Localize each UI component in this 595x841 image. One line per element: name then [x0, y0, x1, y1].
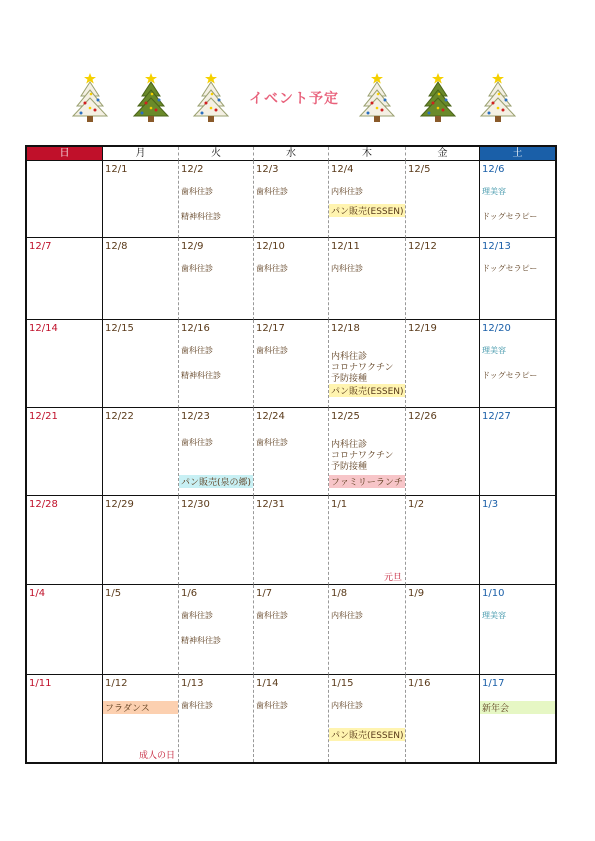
day-cell[interactable] — [179, 496, 254, 585]
event-label: 理美容 — [482, 187, 506, 196]
day-cell[interactable] — [254, 675, 329, 762]
day-cell[interactable] — [480, 320, 555, 408]
event-label: 内科往診 — [331, 440, 368, 450]
christmas-tree-icon — [191, 70, 231, 124]
weekday-header: 金 — [406, 147, 480, 161]
day-cell[interactable] — [406, 408, 480, 496]
event-label: ドッグセラピー — [482, 371, 538, 380]
day-number: 1/3 — [482, 499, 499, 510]
day-cell[interactable] — [27, 496, 103, 585]
event-label: パン販売(ESSEN) — [329, 204, 405, 217]
christmas-tree-icon — [70, 70, 110, 124]
event-label: パン販売(ESSEN) — [329, 384, 405, 397]
event-label: 歯科往診 — [256, 346, 288, 355]
day-number: 12/14 — [29, 323, 58, 334]
day-cell[interactable] — [254, 238, 329, 320]
day-number: 12/18 — [331, 323, 360, 334]
event-label: ドッグセラピー — [482, 212, 538, 221]
christmas-tree-icon — [418, 70, 458, 124]
day-cell[interactable] — [103, 161, 179, 238]
day-cell[interactable] — [329, 320, 406, 408]
day-number: 12/19 — [408, 323, 437, 334]
day-number: 1/1 — [331, 499, 348, 510]
event-label: 精神科往診 — [181, 371, 221, 380]
event-label: 予防接種 — [331, 374, 368, 384]
day-cell[interactable] — [254, 585, 329, 675]
day-number: 1/16 — [408, 678, 431, 689]
event-label: 歯科往診 — [181, 611, 213, 620]
day-number: 12/13 — [482, 241, 511, 252]
event-label: 歯科往診 — [181, 187, 213, 196]
day-cell[interactable] — [27, 320, 103, 408]
day-number: 1/7 — [256, 588, 273, 599]
day-number: 1/8 — [331, 588, 348, 599]
christmas-tree-icon — [478, 70, 518, 124]
day-cell[interactable] — [254, 496, 329, 585]
event-label: 内科往診 — [331, 352, 368, 362]
day-number: 1/2 — [408, 499, 425, 510]
event-label: 歯科往診 — [181, 346, 213, 355]
event-label: 歯科往診 — [256, 264, 288, 273]
weekday-header: 火 — [179, 147, 254, 161]
event-label: 歯科往診 — [181, 701, 213, 710]
day-number: 1/11 — [29, 678, 52, 689]
day-number: 12/26 — [408, 411, 437, 422]
day-cell[interactable] — [406, 161, 480, 238]
weekday-header: 水 — [254, 147, 329, 161]
day-number: 12/25 — [331, 411, 360, 422]
day-cell[interactable] — [179, 408, 254, 496]
day-number: 1/9 — [408, 588, 425, 599]
day-number: 12/31 — [256, 499, 285, 510]
event-label: ファミリーランチ — [329, 475, 405, 488]
day-cell[interactable] — [329, 238, 406, 320]
event-label: 内科往診 — [331, 264, 363, 273]
event-label: フラダンス — [103, 701, 178, 714]
event-label: 予防接種 — [331, 462, 368, 472]
event-label: 歯科往診 — [256, 611, 288, 620]
day-cell[interactable] — [480, 675, 555, 762]
day-cell[interactable] — [27, 585, 103, 675]
day-cell[interactable] — [179, 320, 254, 408]
day-cell[interactable] — [406, 238, 480, 320]
event-label: 歯科往診 — [256, 438, 288, 447]
day-number: 1/12 — [105, 678, 128, 689]
day-number: 12/4 — [331, 164, 354, 175]
event-label: パン販売(ESSEN) — [329, 728, 405, 741]
event-label: 内科往診 — [331, 701, 363, 710]
day-cell[interactable] — [103, 408, 179, 496]
calendar-header — [0, 66, 595, 124]
day-number: 1/14 — [256, 678, 279, 689]
event-label: パン販売(泉の郷) — [179, 475, 253, 488]
day-cell[interactable] — [254, 408, 329, 496]
christmas-tree-icon — [357, 70, 397, 124]
day-number: 12/15 — [105, 323, 134, 334]
day-number: 12/3 — [256, 164, 279, 175]
weekday-header: 土 — [480, 147, 555, 161]
day-number: 12/27 — [482, 411, 511, 422]
day-number: 1/6 — [181, 588, 198, 599]
day-number: 12/11 — [331, 241, 360, 252]
calendar-grid — [25, 145, 557, 764]
day-number: 12/30 — [181, 499, 210, 510]
day-cell[interactable] — [329, 675, 406, 762]
day-cell[interactable] — [480, 408, 555, 496]
day-cell[interactable] — [27, 675, 103, 762]
day-cell[interactable] — [406, 675, 480, 762]
christmas-tree-icon — [131, 70, 171, 124]
day-number: 12/10 — [256, 241, 285, 252]
day-cell[interactable] — [179, 161, 254, 238]
event-label: コロナワクチン — [331, 363, 394, 373]
day-number: 1/5 — [105, 588, 122, 599]
holiday-label: 成人の日 — [138, 751, 175, 761]
day-cell[interactable] — [27, 161, 103, 238]
page-title: イベント予定 — [249, 91, 339, 107]
day-number: 12/12 — [408, 241, 437, 252]
day-cell[interactable] — [406, 320, 480, 408]
event-label: 精神科往診 — [181, 212, 221, 221]
day-cell[interactable] — [329, 161, 406, 238]
weekday-header: 月 — [103, 147, 179, 161]
day-cell[interactable] — [480, 161, 555, 238]
day-cell[interactable] — [179, 675, 254, 762]
weekday-header: 木 — [329, 147, 406, 161]
day-cell[interactable] — [103, 675, 179, 762]
day-number: 1/15 — [331, 678, 354, 689]
day-cell[interactable] — [406, 585, 480, 675]
day-cell[interactable] — [406, 496, 480, 585]
day-cell[interactable] — [103, 585, 179, 675]
day-cell[interactable] — [103, 496, 179, 585]
day-number: 12/2 — [181, 164, 204, 175]
day-number: 12/6 — [482, 164, 505, 175]
day-number: 12/7 — [29, 241, 52, 252]
day-cell[interactable] — [480, 238, 555, 320]
event-label: 内科往診 — [331, 611, 363, 620]
event-label: 歯科往診 — [256, 701, 288, 710]
day-number: 12/1 — [105, 164, 128, 175]
event-label: 理美容 — [482, 611, 506, 620]
day-cell[interactable] — [329, 585, 406, 675]
holiday-label: 元旦 — [383, 573, 402, 583]
day-number: 12/20 — [482, 323, 511, 334]
day-number: 12/9 — [181, 241, 204, 252]
weekday-header: 日 — [27, 147, 103, 161]
event-label: 精神科往診 — [181, 636, 221, 645]
day-number: 12/8 — [105, 241, 128, 252]
event-label: 新年会 — [480, 701, 555, 714]
day-number: 1/13 — [181, 678, 204, 689]
day-number: 12/23 — [181, 411, 210, 422]
day-number: 1/4 — [29, 588, 46, 599]
day-number: 12/28 — [29, 499, 58, 510]
event-label: 歯科往診 — [181, 438, 213, 447]
day-number: 12/24 — [256, 411, 285, 422]
event-label: ドッグセラピー — [482, 264, 538, 273]
day-cell[interactable] — [103, 238, 179, 320]
event-label: コロナワクチン — [331, 451, 394, 461]
day-number: 12/5 — [408, 164, 431, 175]
day-number: 12/17 — [256, 323, 285, 334]
day-cell[interactable] — [329, 408, 406, 496]
day-cell[interactable] — [179, 238, 254, 320]
event-label: 内科往診 — [331, 187, 363, 196]
event-label: 歯科往診 — [181, 264, 213, 273]
day-number: 12/21 — [29, 411, 58, 422]
day-cell[interactable] — [179, 585, 254, 675]
event-label: 理美容 — [482, 346, 506, 355]
day-cell[interactable] — [103, 320, 179, 408]
day-cell[interactable] — [254, 161, 329, 238]
day-cell[interactable] — [480, 585, 555, 675]
day-number: 1/10 — [482, 588, 505, 599]
day-cell[interactable] — [27, 238, 103, 320]
day-number: 12/29 — [105, 499, 134, 510]
day-cell[interactable] — [480, 496, 555, 585]
day-cell[interactable] — [329, 496, 406, 585]
day-number: 12/16 — [181, 323, 210, 334]
day-cell[interactable] — [254, 320, 329, 408]
event-label: 歯科往診 — [256, 187, 288, 196]
day-cell[interactable] — [27, 408, 103, 496]
day-number: 12/22 — [105, 411, 134, 422]
day-number: 1/17 — [482, 678, 505, 689]
